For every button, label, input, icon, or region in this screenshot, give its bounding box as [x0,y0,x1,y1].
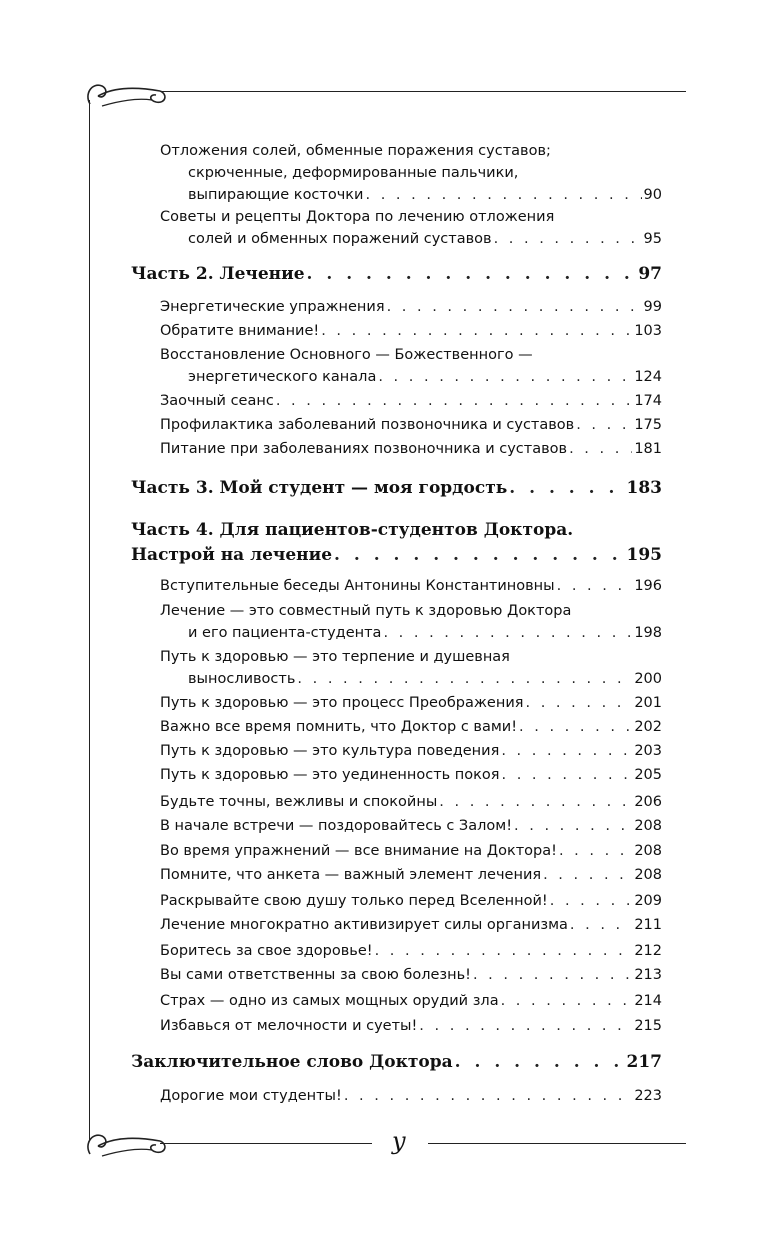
toc-entry-line: Восстановление Основного — Божественного — [160,347,533,363]
toc-page-number: 174 [634,393,662,409]
toc-page-number: 201 [634,695,662,711]
dot-leader [455,1050,625,1075]
toc-entry[interactable] [160,940,662,962]
dot-leader [576,414,632,436]
toc-page-number: 99 [643,299,662,315]
toc-entry-title: Заключительное слово Доктора [131,1052,453,1072]
toc-page-number: 208 [634,843,662,859]
toc-page-number: 198 [634,625,662,641]
page-number: у [392,1127,406,1155]
toc-page-number: 215 [634,1018,662,1034]
toc-entry[interactable] [160,390,662,412]
dot-leader [297,668,632,690]
toc-page-number: 181 [634,441,662,457]
toc-entry-title: и его пациента-студента [188,625,382,641]
dot-leader [519,716,632,738]
toc-page-number: 195 [626,545,662,565]
toc-entry[interactable] [160,140,662,206]
dot-leader [494,228,642,250]
dot-leader [559,840,632,862]
toc-page-number: 103 [634,323,662,339]
toc-entry[interactable] [160,716,662,738]
toc-entry[interactable] [160,206,662,250]
toc-entry-title: Путь к здоровью — это процесс Преображения [160,695,524,711]
toc-page-number: 208 [634,818,662,834]
toc-page-number: 214 [634,993,662,1009]
toc-entry[interactable] [160,438,662,460]
toc-entry-title: Часть 3. Мой студент — моя гордость [131,478,508,498]
toc-page-number: 97 [638,264,662,284]
toc-entry-title: Заочный сеанс [160,393,274,409]
toc-page-number: 212 [634,943,662,959]
dot-leader [557,575,633,597]
toc-part-heading[interactable] [131,476,662,501]
toc-entry-line: скрюченные, деформированные пальчики, [188,165,519,181]
toc-entry-line: Советы и рецепты Доктора по лечению отложения [160,209,555,225]
dot-leader [543,864,632,886]
dot-leader [501,990,633,1012]
dot-leader [365,184,641,206]
toc-entry[interactable] [160,740,662,762]
toc-entry-title: Избавься от мелочности и суеты! [160,1018,418,1034]
toc-entry-title: Страх — одно из самых мощных орудий зла [160,993,499,1009]
toc-entry[interactable] [160,320,662,342]
toc-entry-title: солей и обменных поражений суставов [188,231,492,247]
toc-entry-title: Вы сами ответственны за свою болезнь! [160,967,471,983]
toc-entry-title: Питание при заболеваниях позвоночника и суставов [160,441,568,457]
toc-page-number: 206 [634,794,662,810]
dot-leader [550,890,633,912]
toc-page-number: 200 [634,671,662,687]
toc-page-number: 205 [634,767,662,783]
toc-entry-title: энергетического канала [188,369,377,385]
toc-page-number: 217 [626,1052,662,1072]
toc-entry[interactable] [160,964,662,986]
toc-page-number: 95 [643,231,662,247]
toc-entry-title: Во время упражнений — все внимание на Доктора! [160,843,557,859]
toc-entry-title: Вступительные беседы Антонины Константиновны [160,578,555,594]
toc-entry-title: Важно все время помнить, что Доктор с вами! [160,719,518,735]
dot-leader [514,815,632,837]
toc-page-number: 124 [634,369,662,385]
dot-leader [378,366,632,388]
toc-entry[interactable] [160,344,662,388]
toc-page-number: 183 [626,478,662,498]
toc-entry-title: Боритесь за свое здоровье! [160,943,373,959]
toc-page-number: 213 [634,967,662,983]
dot-leader [525,692,632,714]
toc-entry-line: Путь к здоровью — это терпение и душевная [160,649,510,665]
dot-leader [375,940,633,962]
dot-leader [439,791,632,813]
toc-entry-title: В начале встречи — поздоровайтесь с Залом! [160,818,513,834]
toc-entry-line: Часть 4. Для пациентов-студентов Доктора. [131,520,574,540]
toc-entry-title: Раскрывайте свою душу только перед Вселенной! [160,893,548,909]
toc-entry[interactable] [160,914,662,936]
dot-leader [473,964,632,986]
toc-entry-title: Путь к здоровью — это культура поведения [160,743,500,759]
toc-entry-title: Часть 2. Лечение [131,264,305,284]
toc-part-heading[interactable] [131,262,662,287]
toc-entry[interactable] [160,600,662,644]
toc-page-number: 211 [634,917,662,933]
toc-page-number: 202 [634,719,662,735]
dot-leader [321,320,632,342]
toc-page-number: 90 [643,187,662,203]
toc-entry[interactable] [160,414,662,436]
dot-leader [502,764,633,786]
toc-entry-title: выносливость [188,671,296,687]
dot-leader [419,1015,632,1037]
toc-entry-line: Отложения солей, обменные поражения суставов; [160,143,551,159]
toc-entry[interactable] [160,1085,662,1107]
dot-leader [276,390,633,412]
toc-entry[interactable] [160,890,662,912]
toc-entry-title: Настрой на лечение [131,545,333,565]
toc-entry-title: Помните, что анкета — важный элемент лечения [160,867,542,883]
toc-entry[interactable] [160,296,662,318]
toc-entry-line: Лечение — это совместный путь к здоровью Доктора [160,603,572,619]
toc-entry-title: Лечение многократно активизирует силы организма [160,917,568,933]
toc-part-heading[interactable] [131,518,662,568]
toc-entry[interactable] [160,764,662,786]
toc-entry[interactable] [160,864,662,886]
toc-entry-title: Энергетические упражнения [160,299,385,315]
dot-leader [501,740,632,762]
toc-entry[interactable] [160,791,662,813]
toc-entry-title: Дорогие мои студенты! [160,1088,342,1104]
dot-leader [334,543,624,568]
toc-entry[interactable] [160,646,662,690]
toc-entry[interactable] [160,1015,662,1037]
dot-leader [570,914,632,936]
dot-leader [509,476,624,501]
toc-entry-title: Профилактика заболеваний позвоночника и суставов [160,417,575,433]
dot-leader [383,622,632,644]
toc-page-number: 203 [634,743,662,759]
toc-entry-title: выпирающие косточки [188,187,364,203]
toc-page-number: 208 [634,867,662,883]
dot-leader [387,296,642,318]
toc-entry[interactable] [160,840,662,862]
dot-leader [344,1085,632,1107]
dot-leader [307,262,637,287]
toc-entry[interactable] [160,990,662,1012]
toc-page-number: 223 [634,1088,662,1104]
toc-entry-title: Обратите внимание! [160,323,320,339]
toc-page-number: 175 [634,417,662,433]
toc-entry[interactable] [160,692,662,714]
toc-entry-title: Будьте точны, вежливы и спокойны [160,794,438,810]
dot-leader [569,438,632,460]
toc-part-heading[interactable] [131,1050,662,1075]
toc-page-number: 209 [634,893,662,909]
toc-entry[interactable] [160,815,662,837]
toc-entry-title: Путь к здоровью — это уединенность покоя [160,767,500,783]
toc-page-number: 196 [634,578,662,594]
toc-entry[interactable] [160,575,662,597]
